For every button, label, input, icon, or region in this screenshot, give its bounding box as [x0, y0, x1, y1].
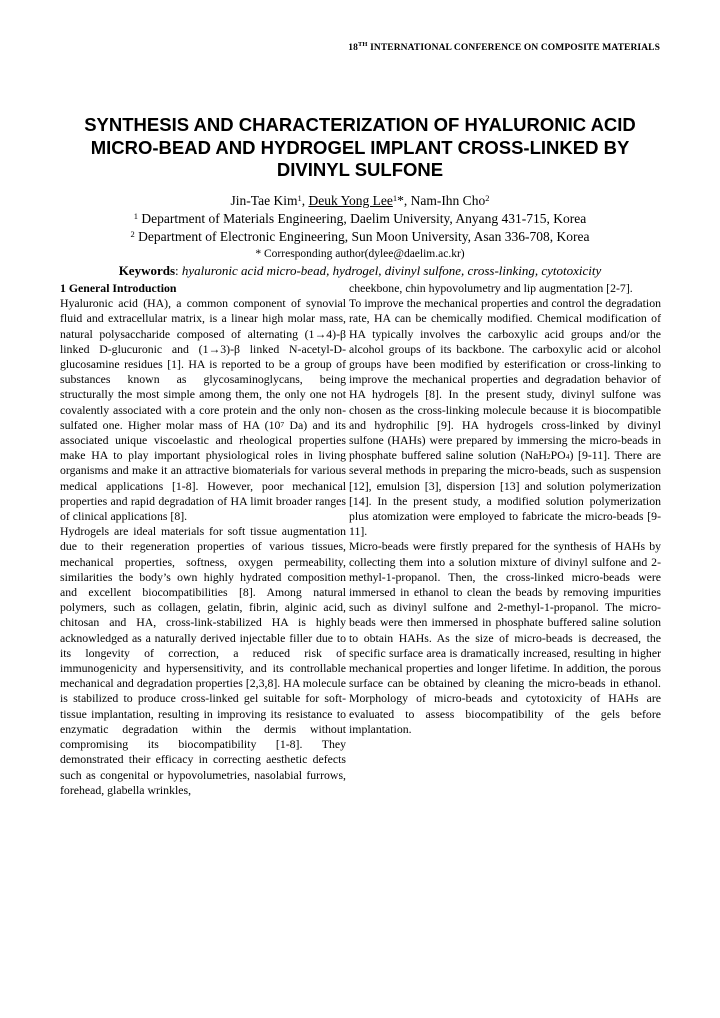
left-paragraph-1-part-a: Hyaluronic acid (HA), a common component of synovial fluid and extracellular matrix, is a linear high molar mass, natural polysaccharide composed of alternating (1→4)-β linked D-glucuronic and (1→3)-β linked N-acetyl-D-glucosamine residues [1]. HA is reported to be a group of substances known as glycosaminoglycans, being structurally the most simple among them, the only one not covalently associated with a core protein and the only non-sulfated one. Higher molar mass of HA (10	[60, 296, 346, 432]
left-paragraph-1-part-b: Da) and its associated unique viscoelastic and rheological properties make HA to play important physiological roles in living organisms and make it an attractive biomaterials for various medical applications [1-8]. However, poor mechanical properties and rapid degradation of HA limit broader ranges of clinical applications [8].	[60, 417, 346, 524]
affiliation-1-text: Department of Materials Engineering, Daelim University, Anyang 431-715, Korea	[141, 211, 587, 226]
affiliation-2	[60, 229, 660, 245]
keywords-label: Keywords	[118, 263, 176, 278]
right-column	[349, 281, 661, 737]
affiliation-1	[60, 211, 660, 227]
running-header	[0, 43, 660, 53]
right-paragraph-2-part-a: To improve the mechanical properties and control the degradation rate, HA can be chemically modified. Chemical modification of HA typically involves the carboxylic acid groups and/or the alcohol groups of its backbone. The carboxylic acid or alcohol groups have been modified by esterification or cross-linking to improve the mechanical properties and degradation behavior of HA hydrogels [8]. In the present study, divinyl sulfone was chosen as the cross-linking molecule because it is biocompatible and hydrophilic [9]. HA hydrogels cross-linked by divinyl sulfone (HAHs) were prepared by immersing the micro-beads in phosphate buffered saline solution (NaH	[349, 296, 661, 463]
molar-mass-exponent: 7	[280, 419, 285, 429]
conference-name: INTERNATIONAL CONFERENCE ON COMPOSITE MATERIALS	[370, 43, 660, 53]
right-paragraph-2	[349, 296, 661, 539]
formula-subscript-1: 2	[546, 452, 551, 462]
corresponding-author: * Corresponding author(dylee@daelim.ac.kr)	[255, 248, 465, 260]
author-1: Jin-Tae Kim	[230, 193, 298, 208]
formula-mid: PO	[550, 448, 566, 463]
keywords-colon: :	[175, 263, 179, 278]
keywords-line	[60, 263, 660, 278]
conference-suffix: TH	[358, 41, 368, 48]
conference-number: 18	[348, 43, 358, 53]
corresponding-mark: *	[397, 193, 404, 208]
affiliation-1-num: 1	[133, 211, 138, 221]
right-paragraph-3: Micro-beads were firstly prepared for the synthesis of HAHs by collecting them into a solution mixture of divinyl sulfone and 2-methyl-1-propanol. Then, the cross-linked micro-beads were immersed in ethanol to clean the beads by removing impurities such as divinyl sulfone and 2-methyl-1-propanol. The micro-beads were then immersed in phosphate buffered saline solution to obtain HAHs. As the size of micro-beads is decreased, the specific surface area is dramatically increased, resulting in higher mechanical properties and longer lifetime. In addition, the porous surface can be obtained by cleaning the micro-beads in ethanol. Morphology of micro-beads and cytotoxicity of HAHs are evaluated to assess biocompatibility of the gels before implantation.	[349, 539, 661, 736]
author-3: Nam-Ihn Cho	[410, 193, 486, 208]
author-3-affil: 2	[485, 193, 490, 203]
affiliation-2-text: Department of Electronic Engineering, Sun Moon University, Asan 336-708, Korea	[138, 229, 590, 244]
author-2: Deuk Yong Lee	[308, 193, 393, 208]
author-2-affil: 1	[392, 193, 398, 203]
section-1-heading: 1 General Introduction	[60, 281, 177, 295]
left-paragraph-1	[60, 296, 346, 524]
affiliation-2-num: 2	[130, 229, 135, 239]
left-column	[60, 281, 346, 798]
author-1-affil: 1	[297, 193, 302, 203]
formula-subscript-2: 4	[565, 452, 570, 462]
keywords-text: hyaluronic acid micro-bead, hydrogel, divinyl sulfone, cross-linking, cytotoxicity	[181, 263, 602, 278]
right-paragraph-2-part-b: ) [9-11]. There are several methods in preparing the micro-beads, such as suspension [12], emulsion [3], dispersion [13] and solution polymerization [14]. In the present study, a modified solution polymerization plus atomization were employed to fabricate the micro-beads [9-11].	[349, 448, 661, 539]
right-paragraph-1: cheekbone, chin hypovolumetry and lip augmentation [2-7].	[349, 281, 633, 295]
left-paragraph-2: Hydrogels are ideal materials for soft tissue augmentation due to their regeneration properties of various tissues, mechanical properties, softness, oxygen permeability, similarities the body’s own highly hydrated composition and excellent biocompatibilities [8]. Among natural polymers, such as collagen, gelatin, fibrin, alginic acid, chitosan and HA, cross-link-stabilized HA is highly acknowledged as a naturally derived injectable filler due to its longevity of correction, a reduced risk of immunogenicity and hypersensitivity, and its controllable mechanical and degradation properties [2,3,8]. HA molecule is stabilized to produce cross-linked gel suitable for soft-tissue implantation, resulting in improving its resistance to enzymatic degradation within the dermis without compromising its biocompatibility [1-8]. They demonstrated their efficacy in correcting aesthetic defects such as congenital or hypovolumetries, nasolabial furrows, forehead, glabella wrinkles,	[60, 524, 346, 797]
author-list: Jin-Tae Kim$^1$, Deuk Yong Lee$^1$*, Nam-Ihn Cho$^2$	[230, 193, 490, 208]
paper-title: SYNTHESIS AND CHARACTERIZATION OF HYALURONIC ACID MICRO-BEAD AND HYDROGEL IMPLANT CROSS-LINKED BY DIVINYL SULFONE	[84, 114, 636, 180]
